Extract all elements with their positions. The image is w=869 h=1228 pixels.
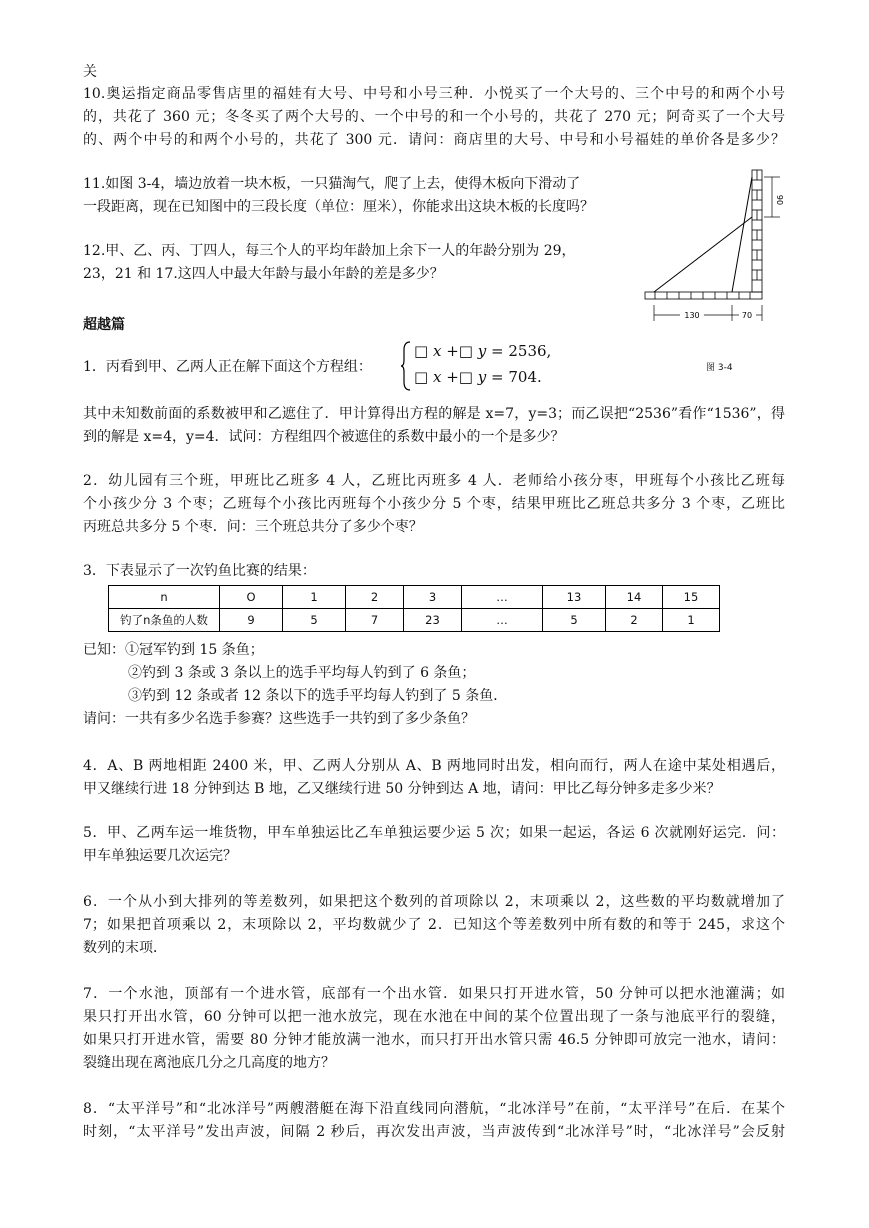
q2-line-2: 个小孩少分 3 个枣；乙班每个小孩比丙班每个小孩少分 5 个枣，结果甲班比乙班总共多分 3 个枣，乙班比 [83,496,785,512]
q7-line-4: 裂缝出现在离池底几分之几高度的地方？ [83,1055,335,1071]
q2-line-1: 2．幼儿园有三个班，甲班比乙班多 4 人，乙班比丙班多 4 人．老师给小孩分枣，甲班每个小孩比乙班每 [83,473,785,489]
table-cell: 13 [543,586,606,609]
q6-line-2: 7；如果把首项乘以 2，末项除以 2，平均数就少了 2．已知这个等差数列中所有数的和等于 245，求这个 [83,917,785,933]
problem-11-line-2: 一段距离，现在已知图中的三段长度（单位：厘米），你能求出这块木板的长度吗？ [83,199,594,215]
q7-line-2: 果只打开出水管，60 分钟可以把一池水放完，现在水池在中间的某个位置出现了一条与池底平行的裂缝， [83,1009,785,1025]
q3-question: 请问：一共有多少名选手参赛？这些选手一共钓到了多少条鱼？ [83,711,475,727]
fishing-results-table [108,585,720,632]
q8-line-2: 时刻，“太平洋号”发出声波，间隔 2 秒后，再次发出声波，当声波传到“北冰洋号”时，“北冰洋号”会反射 [83,1124,785,1140]
board-original [732,177,752,292]
table-cell: 5 [283,609,346,632]
figure-caption: 图 3-4 [706,363,733,373]
table-row [109,609,720,632]
problem-12-line-2: 23，21 和 17.这四人中最大年龄与最小年龄的差是多少？ [83,266,444,282]
table-cell: 9 [220,609,283,632]
q4-line-1: 4．A、B 两地相距 2400 米，甲、乙两人分别从 A、B 两地同时出发，相向而行，两人在途中某处相遇后， [83,758,785,774]
table-cell: 1 [283,586,346,609]
label-130: 130 [684,311,700,320]
wall [752,170,762,292]
table-cell: 15 [663,586,720,609]
q5-line-2: 甲车单独运要几次运完？ [83,848,237,864]
q7-line-3: 如果只打开进水管，需要 80 分钟才能放满一池水，而只打开出水管只需 46.5 分钟即可放完一池水，请问： [83,1032,785,1048]
table-cell: 5 [543,609,606,632]
q5-line-1: 5．甲、乙两车运一堆货物，甲车单独运比乙车单独运要少运 5 次；如果一起运，各运 6 次就刚好运完．问： [83,825,785,841]
q3-condition-2: ②钓到 3 条或 3 条以上的选手平均每人钓到了 6 条鱼； [128,665,476,681]
table-cell: 23 [404,609,462,632]
problem-10-line-2: 的，共花了 360 元；冬冬买了两个大号的、一个中号的和一个小号的，共花了 270 元；阿奇买了一个大号 [83,109,785,125]
table-cell: 2 [346,586,404,609]
q4-line-2: 甲又继续行进 18 分钟到达 B 地，乙又继续行进 50 分钟到达 A 地，请问：甲比乙每分钟多走多少米？ [83,781,721,797]
q1-intro: 1．丙看到甲、乙两人正在解下面这个方程组： [83,359,372,375]
q2-line-3: 丙班总共多分 5 个枣．问：三个班总共分了多少个枣？ [83,519,423,535]
q6-line-1: 6．一个从小到大排列的等差数列，如果把这个数列的首项除以 2，末项乘以 2，这些数的平均数就增加了 [83,894,785,910]
section-title: 超越篇 [83,317,125,333]
board-slid [654,217,752,292]
equation-2: □ x +□ y = 704. [414,368,542,386]
table-cell: 1 [663,609,720,632]
q1-line-1: 其中未知数前面的系数被甲和乙遮住了．甲计算得出方程的解是 x=7，y=3；而乙误把“2536”看作“1536”，得 [83,406,785,422]
equation-system [400,340,560,392]
table-cell: 2 [606,609,663,632]
brace-icon [400,340,412,392]
table-cell: 7 [346,609,404,632]
q3-intro: 3．下表显示了一次钓鱼比赛的结果： [83,563,316,579]
q8-line-1: 8．“太平洋号”和“北冰洋号”两艘潜艇在海下沿直线同向潜航，“北冰洋号”在前，“太平洋号”在后．在某个 [83,1101,785,1117]
table-cell: 3 [404,586,462,609]
q6-line-3: 数列的末项． [83,940,167,956]
figure-3-4 [640,165,790,340]
table-cell: n [109,586,220,609]
problem-11-line-1: 11.如图 3-4，墙边放着一块木板，一只猫淘气，爬了上去，使得木板向下滑动了 [83,176,581,192]
q1-line-2: 到的解是 x=4，y=4．试问：方程组四个被遮住的系数中最小的一个是多少？ [83,429,565,445]
equation-1: □ x +□ y = 2536, [414,342,552,360]
q7-line-1: 7．一个水池，顶部有一个进水管，底部有一个出水管．如果只打开进水管，50 分钟可以把水池灌满；如 [83,986,785,1002]
table-cell: 钓了n条鱼的人数 [109,609,220,632]
table-cell: O [220,586,283,609]
table-cell: … [462,586,543,609]
q3-condition-1: 已知：①冠军钓到 15 条鱼； [83,642,264,658]
problem-12-line-1: 12.甲、乙、丙、丁四人，每三个人的平均年龄加上余下一人的年龄分别为 29， [83,243,576,259]
page-fragment: 关 [83,64,97,80]
table-cell: … [462,609,543,632]
table-cell: 14 [606,586,663,609]
table-row [109,586,720,609]
ground [645,292,762,299]
label-90: 90 [775,194,784,206]
problem-10-line-3: 的、两个中号的和两个小号的，共花了 300 元．请问：商店里的大号、中号和小号福娃的单价各是多少？ [83,132,785,148]
problem-10-line-1: 10.奥运指定商品零售店里的福娃有大号、中号和小号三种．小悦买了一个大号的、三个中号的和两个小号 [83,86,785,102]
label-70: 70 [741,311,753,320]
q3-condition-3: ③钓到 12 条或者 12 条以下的选手平均每人钓到了 5 条鱼． [128,688,508,704]
